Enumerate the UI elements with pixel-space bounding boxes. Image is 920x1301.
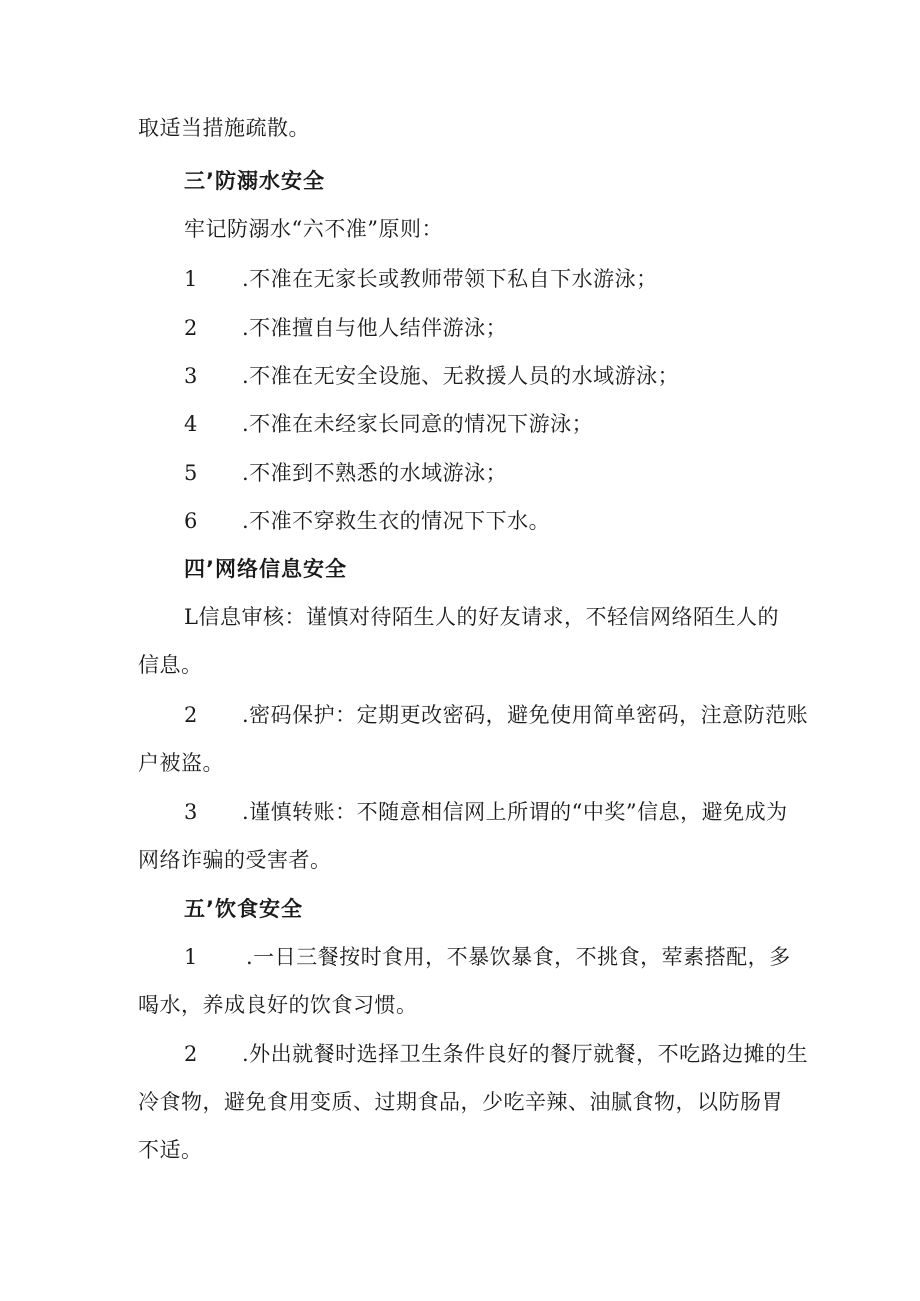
food-item-1-line1 (184, 942, 798, 972)
list-text: .不准在未经家长同意的情况下游泳； (242, 412, 594, 436)
paragraph-continuation: 取适当措施疏散。 (138, 116, 310, 140)
list-text: .谨慎转账：不随意相信网上所谓的“中奖”信息，避免成为 (242, 800, 788, 824)
network-item-3-line1 (184, 797, 798, 827)
network-item-1-line2: 信息。 (138, 653, 203, 677)
food-item-1-line2: 喝水，养成良好的饮食习惯。 (138, 993, 418, 1017)
list-number: 6 (184, 509, 198, 533)
list-number: 4 (184, 412, 198, 436)
water-rule-6 (184, 506, 798, 536)
list-number: 2 (184, 316, 198, 340)
list-number: 3 (184, 364, 198, 388)
list-number: 5 (184, 461, 198, 485)
list-text: .密码保护：定期更改密码，避免使用简单密码，注意防范账 (242, 703, 809, 727)
network-item-2-line1 (184, 700, 809, 730)
network-item-1-line1: L信息审核：谨慎对待陌生人的好友请求，不轻信网络陌生人的 (184, 605, 779, 629)
list-text: .不准擅自与他人结伴游泳； (242, 316, 508, 340)
water-rule-5 (184, 458, 798, 488)
water-rule-3 (184, 361, 798, 391)
list-number: 3 (184, 800, 198, 824)
section-heading-water-safety: 三’防溺水安全 (184, 169, 325, 193)
food-item-2-line2: 冷食物，避免食用变质、过期食品，少吃辛辣、油腻食物，以防肠胃 (138, 1090, 783, 1114)
list-number: 2 (184, 703, 198, 727)
food-item-2-line3: 不适。 (138, 1138, 203, 1162)
list-text: .不准到不熟悉的水域游泳； (242, 461, 508, 485)
water-rule-4 (184, 409, 798, 439)
water-rule-1 (184, 264, 798, 294)
network-item-2-line2: 户被盗。 (138, 751, 224, 775)
water-rule-2 (184, 313, 798, 343)
network-item-3-line2: 网络诈骗的受害者。 (138, 848, 332, 872)
section-heading-network-safety: 四’网络信息安全 (184, 557, 347, 581)
list-text: .一日三餐按时食用，不暴饮暴食，不挑食，荤素搭配，多 (246, 945, 791, 969)
section-heading-food-safety: 五’饮食安全 (184, 897, 303, 921)
list-text: .不准在无家长或教师带领下私自下水游泳； (242, 267, 658, 291)
list-text: .外出就餐时选择卫生条件良好的餐厅就餐，不吃路边摊的生 (242, 1042, 809, 1066)
list-number: 1 (184, 267, 198, 291)
list-text: .不准不穿救生衣的情况下下水。 (242, 509, 551, 533)
food-item-2-line1 (184, 1039, 809, 1069)
list-text: .不准在无安全设施、无救援人员的水域游泳； (242, 364, 680, 388)
list-number: 1 (184, 945, 198, 969)
water-safety-intro: 牢记防溺水“六不准”原则： (184, 217, 443, 241)
list-number: 2 (184, 1042, 198, 1066)
